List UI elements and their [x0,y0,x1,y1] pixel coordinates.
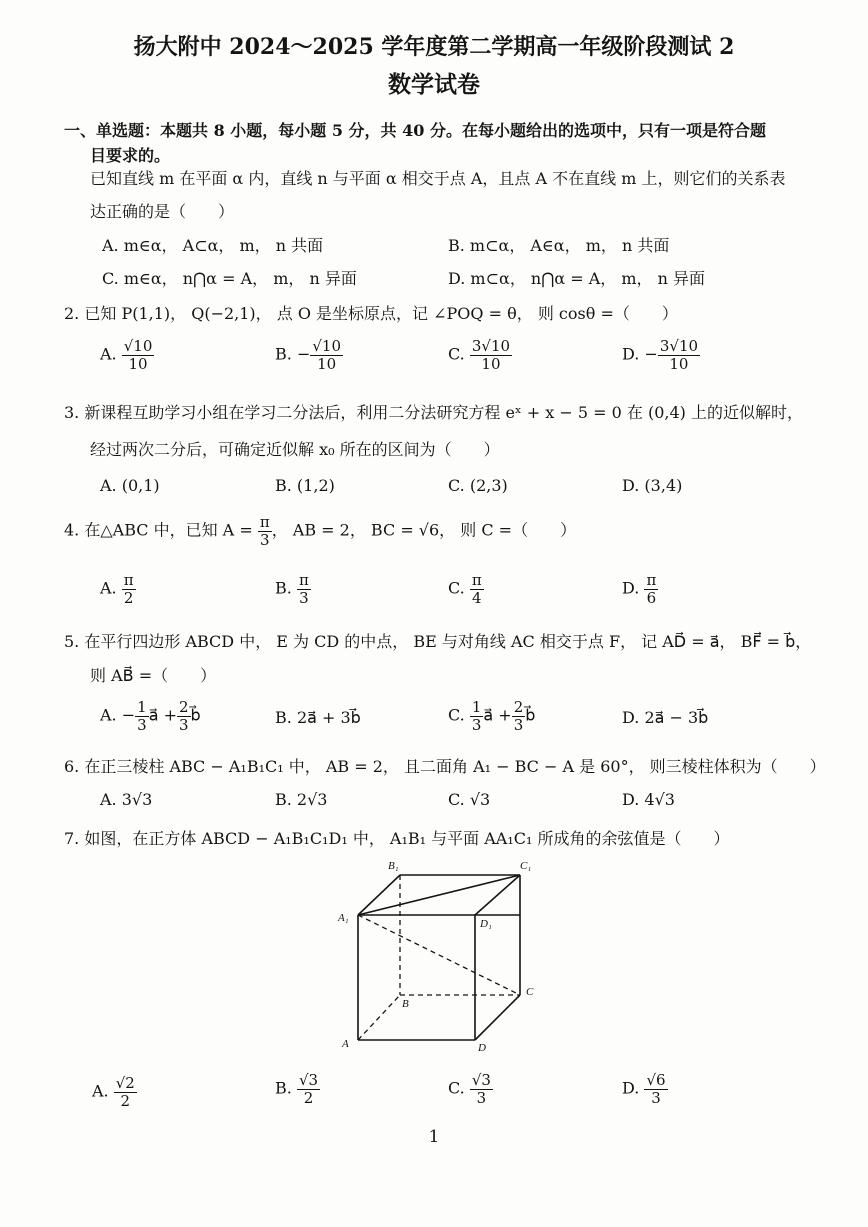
q1-option-a[interactable]: A. m∈α， A⊂α， m， n 共面 [102,236,324,255]
section-heading-cont: 目要求的。 [90,146,171,165]
label-D: D [478,1042,486,1054]
q6-option-d[interactable]: D. 4√3 [622,790,675,809]
q3-option-d[interactable]: D. (3,4) [622,476,683,495]
q2-stem: 2. 已知 P(1,1)， Q(−2,1)， 点 O 是坐标原点，记 ∠POQ = θ， 则 cosθ =（ ） [64,304,678,323]
q1-option-d[interactable]: D. m⊂α， n⋂α = A， m， n 异面 [448,269,706,288]
q7-option-d[interactable]: D. $\frac{√6}{3}$ [622,1071,666,1107]
label-A1: A₁ [338,912,349,924]
label-A: A [342,1038,349,1050]
q3-option-b[interactable]: B. (1,2) [275,476,335,495]
q1-stem-line1: 已知直线 m 在平面 α 内，直线 n 与平面 α 相交于点 A，且点 A 不在直线 m 上，则它们的关系表 [90,169,786,188]
q2-option-a[interactable]: A. $\frac{√10}{10}$ [100,337,153,373]
q1-stem-line2: 达正确的是（ ） [90,202,235,221]
q5-option-b[interactable]: B. 2a⃗ + 3b⃗ [275,708,361,727]
q4-option-d[interactable]: D. $\frac{\pi}{6}$ [622,571,657,607]
q4-option-c[interactable]: C. $\frac{\pi}{4}$ [448,571,482,607]
q6-option-b[interactable]: B. 2√3 [275,790,328,809]
q2-option-c[interactable]: C. $\frac{3√10}{10}$ [448,337,511,373]
label-B: B [402,998,409,1010]
q4-option-b[interactable]: B. $\frac{\pi}{3}$ [275,571,309,607]
q3-option-a[interactable]: A. (0,1) [100,476,160,495]
q6-option-c[interactable]: C. √3 [448,790,491,809]
q3-stem-line1: 3. 新课程互助学习小组在学习二分法后，利用二分法研究方程 eˣ + x − 5 = 0 在 (0,4) 上的近似解时， [64,403,803,422]
label-D1: D₁ [480,918,492,930]
page-number: 1 [428,1127,440,1147]
q4-stem: 4. 在△ABC 中，已知 A = $\frac{\pi}{3}$ ， AB = 2， BC = √6， 则 C =（ ） [64,513,577,549]
q7-option-c[interactable]: C. $\frac{√3}{3}$ [448,1071,491,1107]
section-heading: 一、单选题：本题共 8 小题，每小题 5 分，共 40 分。在每小题给出的选项中，只有一项是符合题 [64,121,766,140]
q3-option-c[interactable]: C. (2,3) [448,476,508,495]
q1-option-b[interactable]: B. m⊂α， A∈α， m， n 共面 [448,236,670,255]
q5-stem-line2: 则 AB⃗ =（ ） [90,666,217,685]
q7-option-b[interactable]: B. $\frac{√3}{2}$ [275,1071,319,1107]
q6-option-a[interactable]: A. 3√3 [100,790,153,809]
q2-option-b[interactable]: B. − $\frac{√10}{10}$ [275,337,341,373]
label-C1: C₁ [520,860,532,872]
q2-option-d[interactable]: D. − $\frac{3√10}{10}$ [622,337,699,373]
q5-option-d[interactable]: D. 2a⃗ − 3b⃗ [622,708,709,727]
label-C: C [526,986,534,998]
q7-stem: 7. 如图，在正方体 ABCD − A₁B₁C₁D₁ 中， A₁B₁ 与平面 AA₁C₁ 所成角的余弦值是（ ） [64,829,730,848]
q5-stem-line1: 5. 在平行四边形 ABCD 中， E 为 CD 的中点， BE 与对角线 AC 相交于点 F， 记 AD⃗ = a⃗， BF⃗ = b⃗， [64,632,812,651]
cube-figure [330,855,550,1055]
exam-title: 扬大附中 2024～2025 学年度第二学期高一年级阶段测试 2 [133,34,735,60]
q5-option-c[interactable]: C. $\frac{1}{3}$ a⃗ + $\frac{2}{3}$ b⃗ [448,698,536,734]
q5-option-a[interactable]: A. − $\frac{1}{3}$ a⃗ + $\frac{2}{3}$ b⃗ [100,698,201,734]
q3-stem-line2: 经过两次二分后，可确定近似解 x₀ 所在的区间为（ ） [90,440,500,459]
exam-subtitle: 数学试卷 [388,71,480,98]
q4-option-a[interactable]: A. $\frac{\pi}{2}$ [100,571,134,607]
q1-option-c[interactable]: C. m∈α， n⋂α = A， m， n 异面 [102,269,357,288]
q6-stem: 6. 在正三棱柱 ABC − A₁B₁C₁ 中， AB = 2， 且二面角 A₁ − BC − A 是 60°， 则三棱柱体积为（ ） [64,757,826,776]
q7-option-a[interactable]: A. $\frac{√2}{2}$ [92,1074,135,1110]
label-B1: B₁ [388,860,399,872]
